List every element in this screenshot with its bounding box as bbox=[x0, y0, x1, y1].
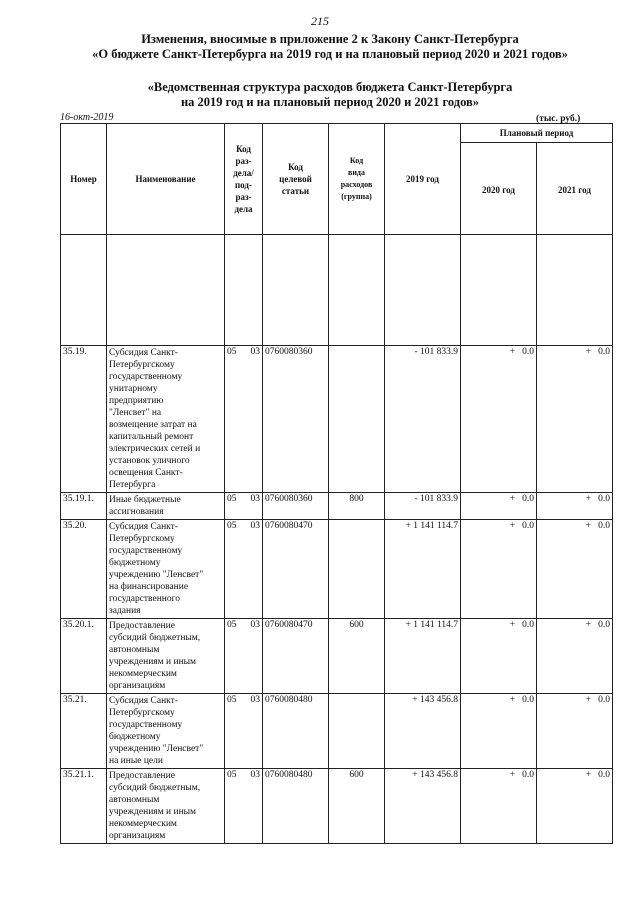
row-number: 35.19. bbox=[61, 346, 107, 493]
row-value-2019: - 101 833.9 bbox=[385, 346, 461, 493]
budget-table bbox=[60, 123, 613, 844]
row-name: Субсидия Санкт- Петербургскому государственному бюджетному учреждению "Ленсвет" на финансирование государственного задания bbox=[107, 520, 225, 619]
row-section-a: 05 bbox=[227, 347, 237, 357]
row-number: 35.20. bbox=[61, 520, 107, 619]
subtitle-line-2: на 2019 год и на плановый период 2020 и 2021 годов» bbox=[180, 95, 480, 109]
units-label: (тыс. руб.) bbox=[536, 114, 581, 124]
row-expense-type bbox=[329, 520, 385, 619]
row-section-code bbox=[225, 493, 263, 520]
row-section-b: 03 bbox=[250, 695, 260, 705]
row-name: Предоставление субсидий бюджетным, автономным учреждениям и иным некоммерческим организациям bbox=[107, 619, 225, 694]
subtitle-line-1: «Ведомственная структура расходов бюджета Санкт-Петербурга bbox=[147, 80, 513, 94]
row-value-2020: + 0.0 bbox=[461, 769, 537, 844]
table-body bbox=[61, 235, 613, 844]
row-name: Иные бюджетные ассигнования bbox=[107, 493, 225, 520]
col-header-2020: 2020 год bbox=[461, 143, 537, 235]
row-section-code bbox=[225, 694, 263, 769]
row-target-code: 0760080480 bbox=[263, 694, 329, 769]
table-header bbox=[61, 124, 613, 235]
row-section-a: 05 bbox=[227, 770, 237, 780]
table-row bbox=[61, 520, 613, 619]
row-value-2021: + 0.0 bbox=[537, 520, 613, 619]
row-value-2020: + 0.0 bbox=[461, 346, 537, 493]
row-value-2021: + 0.0 bbox=[537, 694, 613, 769]
table-row bbox=[61, 769, 613, 844]
row-target-code: 0760080470 bbox=[263, 520, 329, 619]
row-number: 35.21. bbox=[61, 694, 107, 769]
row-value-2020: + 0.0 bbox=[461, 493, 537, 520]
col-header-number: Номер bbox=[61, 124, 107, 235]
row-section-b: 03 bbox=[250, 494, 260, 504]
table-row bbox=[61, 493, 613, 520]
col-header-2021: 2021 год bbox=[537, 143, 613, 235]
row-value-2019: + 1 141 114.7 bbox=[385, 619, 461, 694]
table-row bbox=[61, 346, 613, 493]
row-target-code: 0760080360 bbox=[263, 346, 329, 493]
row-section-b: 03 bbox=[250, 347, 260, 357]
row-value-2019: + 143 456.8 bbox=[385, 769, 461, 844]
title-line-2: «О бюджете Санкт-Петербурга на 2019 год и на плановый период 2020 и 2021 годов» bbox=[92, 47, 568, 61]
row-name: Субсидия Санкт- Петербургскому государственному унитарному предприятию "Ленсвет" на возмещение затрат на капитальный ремонт электрических сетей и установок уличного освещения Санкт- Петербурга bbox=[107, 346, 225, 493]
row-number: 35.20.1. bbox=[61, 619, 107, 694]
col-header-section: Код раз- дела/ под- раз- дела bbox=[225, 124, 263, 235]
row-name: Предоставление субсидий бюджетным, автономным учреждениям и иным некоммерческим организациям bbox=[107, 769, 225, 844]
page-number: 215 bbox=[311, 14, 329, 28]
row-section-b: 03 bbox=[250, 521, 260, 531]
row-target-code: 0760080470 bbox=[263, 619, 329, 694]
document-date: 16-окт-2019 bbox=[60, 112, 114, 123]
row-expense-type bbox=[329, 694, 385, 769]
document-title bbox=[40, 32, 620, 62]
table-row bbox=[61, 619, 613, 694]
row-number: 35.21.1. bbox=[61, 769, 107, 844]
row-section-a: 05 bbox=[227, 521, 237, 531]
spacer-row bbox=[61, 235, 613, 346]
document-subtitle bbox=[40, 80, 620, 110]
row-name: Субсидия Санкт- Петербургскому государственному бюджетному учреждению "Ленсвет" на иные цели bbox=[107, 694, 225, 769]
row-target-code: 0760080480 bbox=[263, 769, 329, 844]
row-number: 35.19.1. bbox=[61, 493, 107, 520]
row-target-code: 0760080360 bbox=[263, 493, 329, 520]
row-value-2019: + 143 456.8 bbox=[385, 694, 461, 769]
col-header-expense-type: Код вида расходов (группа) bbox=[329, 124, 385, 235]
col-header-target: Код целевой статьи bbox=[263, 124, 329, 235]
row-section-a: 05 bbox=[227, 620, 237, 630]
row-value-2019: + 1 141 114.7 bbox=[385, 520, 461, 619]
row-expense-type: 600 bbox=[329, 619, 385, 694]
row-section-b: 03 bbox=[250, 620, 260, 630]
row-value-2020: + 0.0 bbox=[461, 520, 537, 619]
col-header-name: Наименование bbox=[107, 124, 225, 235]
row-section-a: 05 bbox=[227, 695, 237, 705]
row-value-2021: + 0.0 bbox=[537, 769, 613, 844]
row-value-2021: + 0.0 bbox=[537, 619, 613, 694]
row-section-code bbox=[225, 520, 263, 619]
col-header-planned: Плановый период bbox=[461, 124, 613, 143]
title-line-1: Изменения, вносимые в приложение 2 к Закону Санкт-Петербурга bbox=[141, 32, 519, 46]
row-value-2019: - 101 833.9 bbox=[385, 493, 461, 520]
row-section-a: 05 bbox=[227, 494, 237, 504]
row-expense-type bbox=[329, 346, 385, 493]
row-value-2020: + 0.0 bbox=[461, 694, 537, 769]
row-expense-type: 800 bbox=[329, 493, 385, 520]
row-value-2021: + 0.0 bbox=[537, 493, 613, 520]
col-header-2019: 2019 год bbox=[385, 124, 461, 235]
row-expense-type: 600 bbox=[329, 769, 385, 844]
row-section-code bbox=[225, 346, 263, 493]
row-section-b: 03 bbox=[250, 770, 260, 780]
row-section-code bbox=[225, 619, 263, 694]
table-row bbox=[61, 694, 613, 769]
row-value-2021: + 0.0 bbox=[537, 346, 613, 493]
row-value-2020: + 0.0 bbox=[461, 619, 537, 694]
row-section-code bbox=[225, 769, 263, 844]
